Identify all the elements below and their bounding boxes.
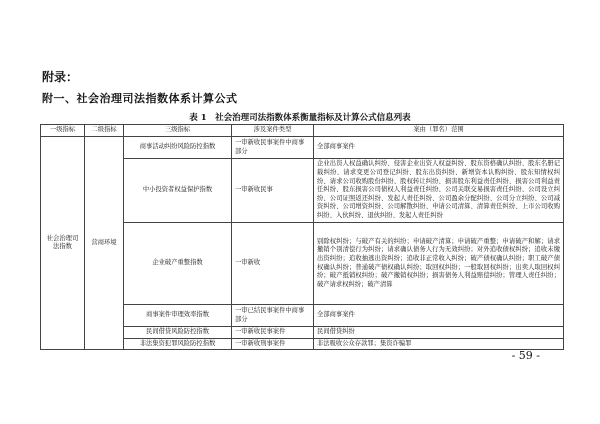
case-type-cell: 一审新收民事案件 <box>232 327 314 339</box>
level2-cell: 营商环境 <box>85 137 124 350</box>
indicator-cell: 商事案件审理效率指数 <box>124 305 232 327</box>
scope-cell: 全部商事案件 <box>314 137 564 159</box>
case-type-cell: 一审新收民事 <box>232 159 314 223</box>
case-type-cell: 一审新收民事案件中商事部分 <box>232 137 314 159</box>
scope-cell: 企业出资人权益确认纠纷、侵害企业出资人权益纠纷、股东资格确认纠纷、股东名册记载纠纷、请求变更公司登记纠纷、股东出资纠纷、新增资本认购纠纷、股东知情权纠纷、请求公司收购股份纠纷、股权转让纠纷、损害股东利益责任纠纷、损害公司利益责任纠纷、股东损害公司债权人利益责任纠纷、公司关联交易损害责任纠纷、公司设立纠纷、公司证照返还纠纷、发起人责任纠纷、公司盈余分配纠纷、公司分立纠纷、公司减资纠纷、公司增资纠纷、公司解散纠纷、申请公司清算、清算责任纠纷、上市公司收购纠纷、入伙纠纷、退伙纠纷、发起人责任纠纷 <box>314 159 564 223</box>
table-header-row <box>41 125 564 137</box>
indicator-cell: 商事活动纠纷风险防控指数 <box>124 137 232 159</box>
appendix-heading: 附录： <box>42 70 79 84</box>
scope-cell: 别除权纠纷；与破产有关的纠纷；申请破产清算；申请破产重整；申请破产和解；请求撤销个别清偿行为纠纷；请求确认债务人行为无效纠纷；对外追收债权纠纷；追收未缴出资纠纷；追收抽逃出资纠纷；追收非正常收入纠纷；破产债权确认纠纷；职工破产债权确认纠纷；普通破产债权确认纠纷；取回权纠纷；一般取回权纠纷；出卖人取回权纠纷；破产抵销权纠纷；破产撤销权纠纷；损害债务人利益赔偿纠纷；管理人责任纠纷；破产请求权纠纷；破产清算 <box>314 223 564 305</box>
case-type-cell: 一审新收 <box>232 223 314 305</box>
case-type-cell: 一审新收刑事案件 <box>232 338 314 350</box>
indicator-cell: 中小投资者权益保护指数 <box>124 159 232 223</box>
level1-cell: 社会治理司法指数 <box>41 137 85 350</box>
header-level2: 二级指标 <box>85 125 124 137</box>
header-case-type: 涉及案件类型 <box>232 125 314 137</box>
header-level3: 三级指标 <box>124 125 232 137</box>
table-row <box>41 137 564 159</box>
indicator-cell: 民间借贷风险防控指数 <box>124 327 232 339</box>
section-heading: 附一、社会治理司法指数体系计算公式 <box>42 92 238 105</box>
scope-cell: 全部商事案件 <box>314 305 564 327</box>
scope-cell: 民间借贷纠纷 <box>314 327 564 339</box>
scope-cell: 非法吸收公众存款罪；集资诈骗罪 <box>314 338 564 350</box>
case-type-cell: 一审已结民事案件中商事部分 <box>232 305 314 327</box>
indicator-cell: 非法集资犯罪风险防控指数 <box>124 338 232 350</box>
indicator-table <box>40 124 564 350</box>
header-scope: 案由（罪名）范围 <box>314 125 564 137</box>
page-number: - 59 - <box>511 349 540 362</box>
header-level1: 一级指标 <box>41 125 85 137</box>
indicator-cell: 企业破产重整指数 <box>124 223 232 305</box>
table-caption: 表 1 社会治理司法指数体系衡量指标及计算公式信息列表 <box>189 113 411 123</box>
